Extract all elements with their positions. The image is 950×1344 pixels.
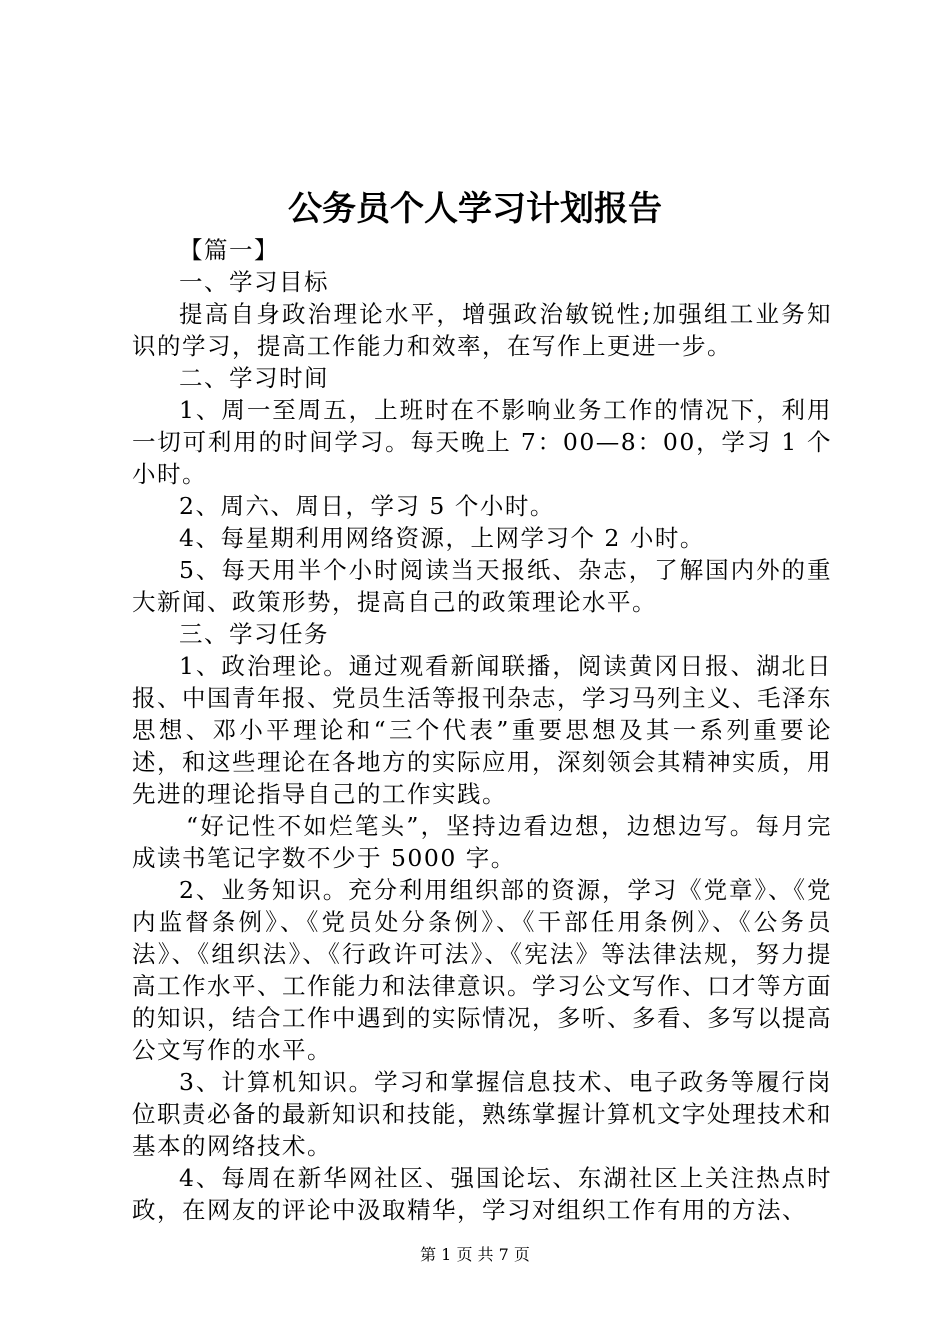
paragraph: “好记性不如烂笔头”，坚持边看边想，边想边写。每月完成读书笔记字数不少于 5000 字。 [132, 812, 832, 872]
paragraph: 2、业务知识。充分利用组织部的资源，学习《党章》、《党内监督条例》、《党员处分条例》、《干部任用条例》、《公务员法》、《组织法》、《行政许可法》、《宪法》等法律法规，努力提高工作水平、工作能力和法律意识。学习公文写作、口才等方面的知识，结合工作中遇到的实际情况，多听、多看、多写以提高公文写作的水平。 [132, 876, 832, 1064]
section-label: 【篇一】 [179, 236, 279, 264]
paragraph: 5、每天用半个小时阅读当天报纸、杂志，了解国内外的重大新闻、政策形势，提高自己的政策理论水平。 [132, 556, 832, 616]
heading-learning-goals: 一、学习目标 [179, 268, 329, 296]
paragraph: 2、周六、周日，学习 5 个小时。 [179, 492, 555, 520]
document-title: 公务员个人学习计划报告 [288, 189, 662, 229]
paragraph: 4、每周在新华网社区、强国论坛、东湖社区上关注热点时政，在网友的评论中汲取精华，学习对组织工作有用的方法、 [132, 1164, 832, 1224]
page-number-footer: 第 1 页 共 7 页 [420, 1245, 530, 1264]
heading-learning-time: 二、学习时间 [179, 364, 329, 392]
heading-learning-tasks: 三、学习任务 [179, 620, 329, 648]
paragraph: 1、周一至周五，上班时在不影响业务工作的情况下，利用一切可利用的时间学习。每天晚上 7：00—8：00，学习 1 个小时。 [132, 396, 832, 488]
paragraph: 3、计算机知识。学习和掌握信息技术、电子政务等履行岗位职责必备的最新知识和技能，熟练掌握计算机文字处理技术和基本的网络技术。 [132, 1068, 832, 1160]
paragraph: 1、政治理论。通过观看新闻联播，阅读黄冈日报、湖北日报、中国青年报、党员生活等报刊杂志，学习马列主义、毛泽东思想、邓小平理论和“三个代表”重要思想及其一系列重要论述，和这些理论在各地方的实际应用，深刻领会其精神实质，用先进的理论指导自己的工作实践。 [132, 652, 832, 808]
paragraph: 提高自身政治理论水平，增强政治敏锐性;加强组工业务知识的学习，提高工作能力和效率，在写作上更进一步。 [132, 300, 832, 360]
document-body [132, 234, 832, 1226]
paragraph: 4、每星期利用网络资源，上网学习个 2 小时。 [179, 524, 705, 552]
